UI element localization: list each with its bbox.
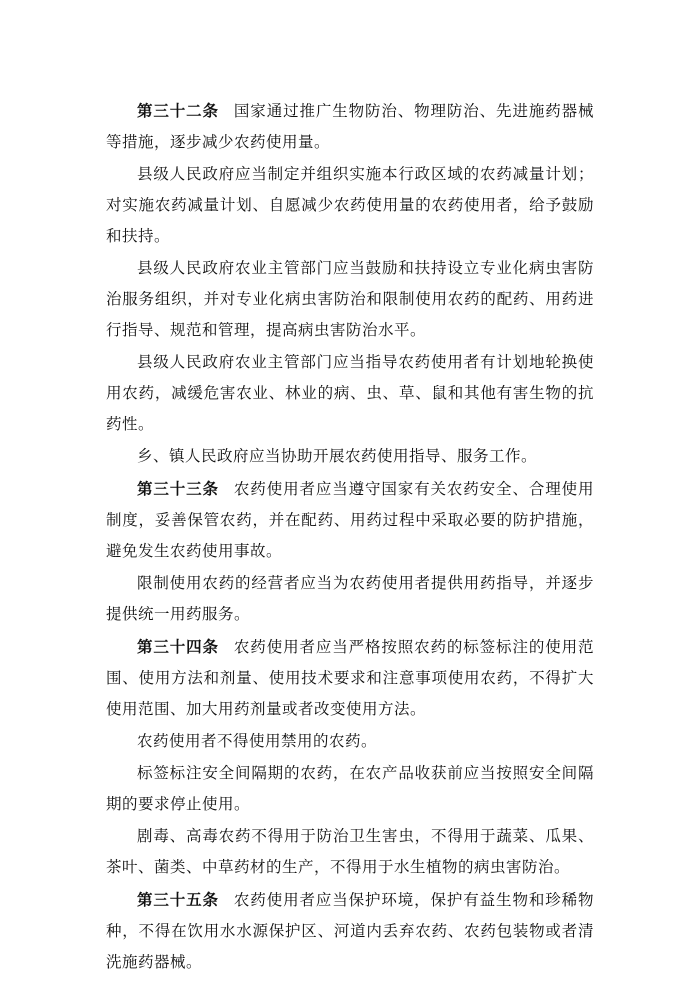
paragraph-article-32	[106, 95, 594, 158]
paragraph	[106, 821, 594, 883]
paragraph-text: 农药使用者不得使用禁用的农药。	[137, 732, 378, 750]
paragraph	[106, 758, 594, 820]
paragraph	[106, 347, 594, 440]
paragraph-text: 农药使用者应当遵守国家有关农药安全、合理使用制度，妥善保管农药，并在配药、用药过程中采取必要的防护措施，避免发生农药使用事故。	[106, 480, 594, 560]
paragraph	[106, 726, 594, 757]
paragraph-text: 国家通过推广生物防治、物理防治、先进施药器械等措施，逐步减少农药使用量。	[106, 102, 594, 151]
paragraph-text: 农药使用者应当严格按照农药的标签标注的使用范围、使用方法和剂量、使用技术要求和注意事项使用农药，不得扩大使用范围、加大用药剂量或者改变使用方法。	[106, 638, 594, 718]
paragraph	[106, 568, 594, 630]
paragraph	[106, 253, 594, 346]
article-number: 第三十五条	[137, 890, 219, 909]
article-number: 第三十四条	[137, 637, 219, 656]
paragraph-text: 限制使用农药的经营者应当为农药使用者提供用药指导，并逐步提供统一用药服务。	[106, 574, 594, 623]
paragraph	[106, 159, 594, 252]
article-number: 第三十三条	[137, 479, 219, 498]
paragraph-text: 县级人民政府农业主管部门应当指导农药使用者有计划地轮换使用农药，减缓危害农业、林业的病、虫、草、鼠和其他有害生物的抗药性。	[106, 353, 594, 433]
paragraph-article-33	[106, 473, 594, 567]
paragraph-article-34	[106, 631, 594, 725]
paragraph-article-35	[106, 884, 594, 978]
paragraph-text: 乡、镇人民政府应当协助开展农药使用指导、服务工作。	[137, 447, 538, 465]
paragraph-text: 农药使用者应当保护环境，保护有益生物和珍稀物种，不得在饮用水水源保护区、河道内丢弃农药、农药包装物或者清洗施药器械。	[106, 891, 594, 971]
paragraph-text: 标签标注安全间隔期的农药，在农产品收获前应当按照安全间隔期的要求停止使用。	[106, 764, 594, 813]
paragraph	[106, 441, 594, 472]
paragraph-text: 县级人民政府应当制定并组织实施本行政区域的农药减量计划；对实施农药减量计划、自愿减少农药使用量的农药使用者，给予鼓励和扶持。	[106, 165, 594, 245]
paragraph-text: 剧毒、高毒农药不得用于防治卫生害虫，不得用于蔬菜、瓜果、茶叶、菌类、中草药材的生产，不得用于水生植物的病虫害防治。	[106, 827, 594, 876]
paragraph-text: 县级人民政府农业主管部门应当鼓励和扶持设立专业化病虫害防治服务组织，并对专业化病虫害防治和限制使用农药的配药、用药进行指导、规范和管理，提高病虫害防治水平。	[106, 259, 594, 339]
article-number: 第三十二条	[137, 101, 219, 120]
